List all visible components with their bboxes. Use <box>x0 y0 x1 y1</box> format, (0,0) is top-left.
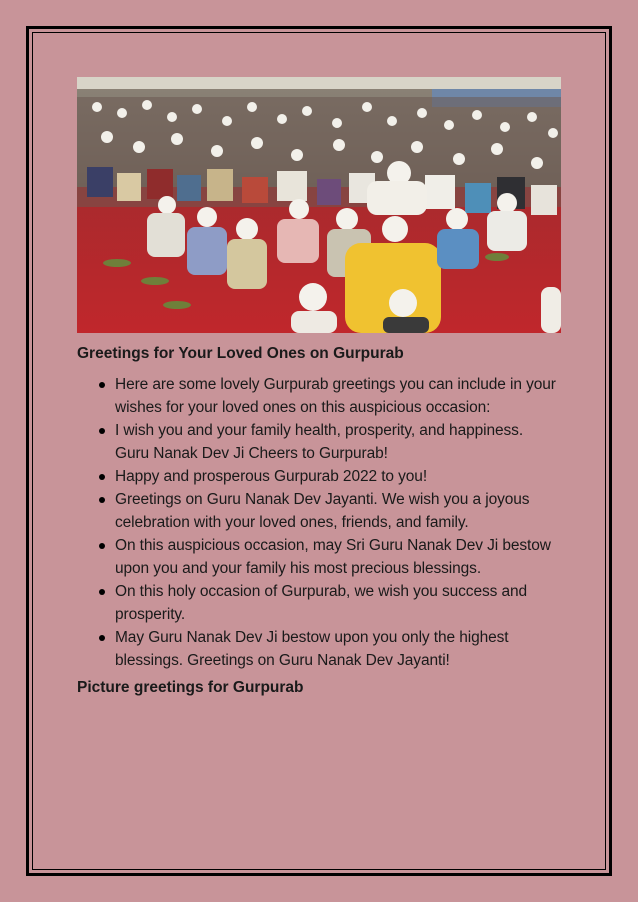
list-item: On this holy occasion of Gurpurab, we wish you success and prosperity. <box>77 580 561 626</box>
section-heading: Greetings for Your Loved Ones on Gurpurab <box>77 345 404 362</box>
list-item: Happy and prosperous Gurpurab 2022 to you! <box>77 465 561 488</box>
list-item: May Guru Nanak Dev Ji bestow upon you only the highest blessings. Greetings on Guru Nanak Dev Jayanti! <box>77 626 561 672</box>
list-item: Here are some lovely Gurpurab greetings you can include in your wishes for your loved ones on this auspicious occasion: <box>77 373 561 419</box>
langar-photo <box>77 77 561 333</box>
list-item: Greetings on Guru Nanak Dev Jayanti. We wish you a joyous celebration with your loved ones, friends, and family. <box>77 488 561 534</box>
list-item: On this auspicious occasion, may Sri Guru Nanak Dev Ji bestow upon you and your family his most precious blessings. <box>77 534 561 580</box>
list-item: I wish you and your family health, prosperity, and happiness. Guru Nanak Dev Ji Cheers to Gurpurab! <box>77 419 561 465</box>
subsection-heading: Picture greetings for Gurpurab <box>77 679 304 696</box>
greetings-list <box>77 373 561 672</box>
article-content <box>77 77 561 699</box>
